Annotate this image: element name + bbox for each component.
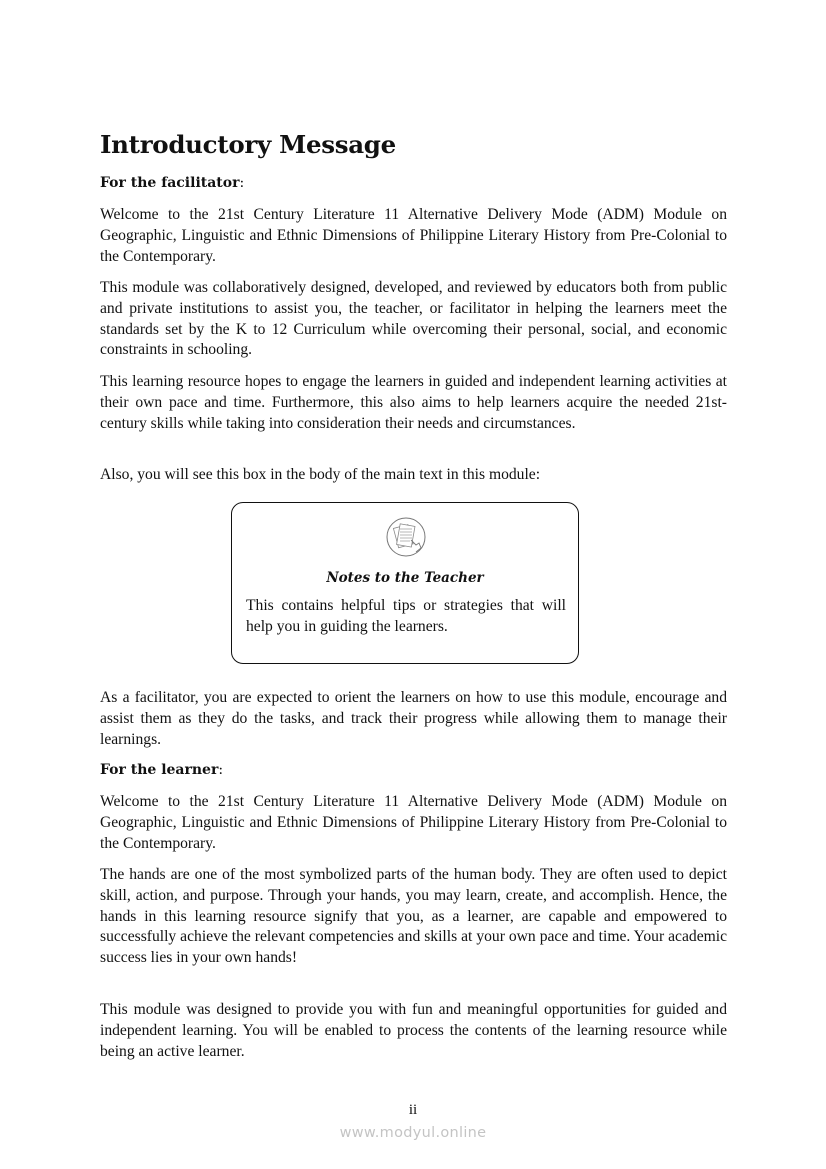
facilitator-paragraph-2: This module was collaboratively designed, developed, and reviewed by educators both from public and private institutions to assist you, the teacher, or facilitator in helping the learners meet the standards set by the K to 12 Curriculum while overcoming their personal, social, and economic constraints in schooling. [100, 279, 727, 359]
facilitator-paragraph-1: Welcome to the 21st Century Literature 11 Alternative Delivery Mode (ADM) Module on Geographic, Linguistic and Ethnic Dimensions of Philippine Literary History from Pre-Colonial to the Contemporary. [100, 206, 727, 265]
learner-paragraph-2: The hands are one of the most symbolized parts of the human body. They are often used to depict skill, action, and purpose. Through your hands, you may learn, create, and accomplish. Hence, the hands in this learning resource signify that you, as a learner, are capable and empowered to successfully achieve the relevant competencies and skills at your own pace and time. Your academic success lies in your own hands! [100, 866, 727, 967]
facilitator-heading [100, 175, 244, 191]
learner-paragraph-1: Welcome to the 21st Century Literature 11 Alternative Delivery Mode (ADM) Module on Geographic, Linguistic and Ethnic Dimensions of Philippine Literary History from Pre-Colonial to the Contemporary. [100, 793, 727, 852]
heading-colon: : [218, 762, 224, 778]
facilitator-heading-text: For the facilitator [100, 175, 240, 191]
facilitator-closing: As a facilitator, you are expected to orient the learners on how to use this module, encourage and assist them as they do the tasks, and track their progress while allowing them to manage their learnings. [100, 689, 727, 748]
notes-teacher-icon [386, 517, 426, 557]
learner-paragraph-3: This module was designed to provide you with fun and meaningful opportunities for guided and independent learning. You will be enabled to process the contents of the learning resource while being an active learner. [100, 1001, 727, 1060]
note-box-text: This contains helpful tips or strategies that will help you in guiding the learners. [246, 597, 566, 635]
learner-heading [100, 762, 223, 778]
page-number: ii [408, 1102, 418, 1118]
facilitator-paragraph-3: This learning resource hopes to engage the learners in guided and independent learning activities at their own pace and time. Furthermore, this also aims to help learners acquire the needed 21st-century skills while taking into consideration their needs and circumstances. [100, 373, 727, 432]
page-title: Introductory Message [100, 130, 396, 159]
watermark-link: www.modyul.online [339, 1125, 487, 1141]
note-box-title: Notes to the Teacher [326, 570, 484, 586]
heading-colon: : [239, 175, 245, 191]
learner-heading-text: For the learner [100, 762, 219, 778]
notes-to-teacher-box [231, 502, 579, 664]
facilitator-paragraph-4: Also, you will see this box in the body of the main text in this module: [100, 466, 541, 483]
